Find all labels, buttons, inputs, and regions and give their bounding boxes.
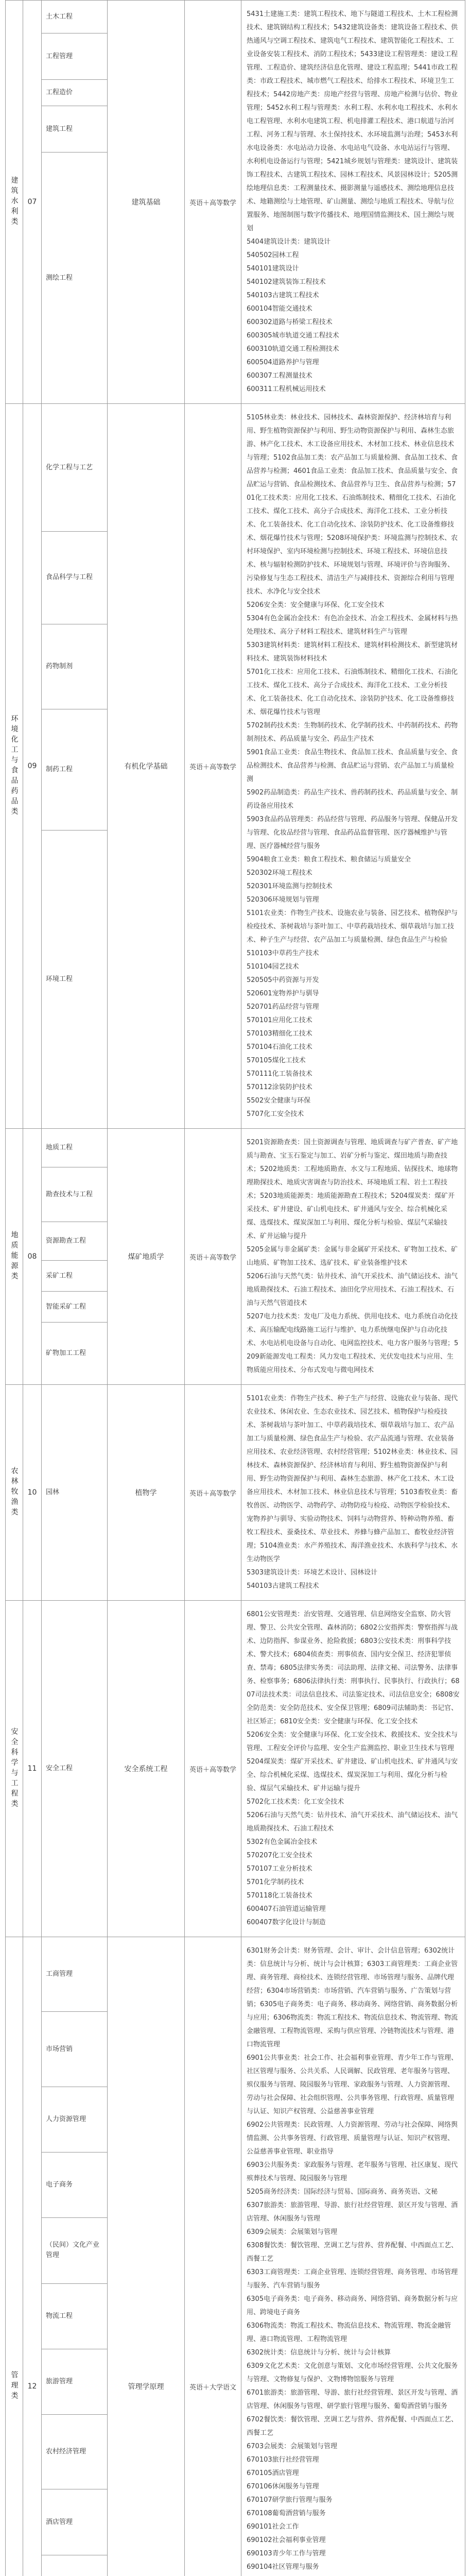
table-row [6, 1, 465, 33]
major-cell: 采矿工程 [42, 1261, 108, 1292]
major-cell: 智能采矿工程 [42, 1292, 108, 1323]
major-cell: 旅游管理 [42, 2349, 108, 2414]
coverage-line: 6901公共事业类：社会工作、社会福利事业管理、青少年工作与管理、社区管理与服务、公共关系、人民调解、民政管理、老年服务与管理、殡仪服务与管理、陵园服务与管理、家政服务与管理、人力资源管理、劳动与社会保障、社会组织管理、公共事务管理、行政管理、质量管理与认证、知识产权管理、公益慈善事业管理 [247, 2054, 458, 2115]
basic-course-cell: 有机化学基础 [108, 404, 185, 1129]
exam-subject-cell: 英语＋高等数学 [185, 404, 241, 1129]
coverage-line: 520505中药资源与开发 [247, 976, 319, 984]
coverage-line: 5904粮食工业类：粮食工程技术、粮食储运与质量安全 [247, 856, 411, 863]
major-cell: 食品科学与工程 [42, 532, 108, 624]
coverage-line: 5707化工安全技术 [247, 1110, 304, 1118]
category-cell: 农林牧渔类 [6, 1385, 23, 1601]
coverage-line: 6303工商管理类：工商企业管理、连锁经营管理、商务管理、市场管理与服务、汽车营销与服务 [247, 2268, 458, 2290]
category-cell: 安全科学与工程类 [6, 1601, 23, 1937]
coverage-line: 520301环境监测与控制技术 [247, 883, 333, 890]
coverage-line: 5431土建施工类：建筑工程技术、地下与隧道工程技术、土木工程检测技术、建筑钢结构工程技术；5432建筑设备类：建筑设备工程技术、供热通风与空调工程技术、建筑电气工程技术、建筑智能化工程技术、工业设备安装工程技术、消防工程技术；5433建设工程管理类：建设工程管理、工程造价、建筑经济信息化管理、建设工程监理；5441市政工程类：市政工程技术、城市燃气工程技术、给排水工程技术、环境卫生工程技术；5442房地产类：房地产经营与管理、房地产检测与估价、物业管理；5452水利工程与管理类：水利工程、水利水电工程技术、水利水电工程管理、水利水电建筑工程、机电排灌工程技术、港口航道与治河工程、河务工程与管理、水土保持技术、水环境监测与治理；5453水利水电设备类：水电站动力设备、水电站电气设备、水电站运行与管理、水利机电设备运行与管理；5421城乡规划与管理类：建筑设计、建筑装饰工程技术、古建筑工程技术、园林工程技术、风景园林设计；5205测绘地理信息类：工程测量技术、摄影测量与遥感技术、测绘地理信息技术、地籍测绘与土地管理、矿山测量、测绘与地质工程技术、导航与位置服务、地图制图与数字传播技术、地理国情监测技术、国土测绘与规划 [247, 10, 458, 232]
category-cell: 管理类 [6, 1937, 23, 2576]
major-cell: 环境工程 [42, 830, 108, 1128]
major-cell: 化学工程与工艺 [42, 404, 108, 532]
exam-subject-cell: 英语＋高等数学 [185, 1129, 241, 1385]
coverage-line: 6306物流类：物流工程技术、物流信息技术、物流管理、物流金融管理、港口物流管理、工程物流管理 [247, 2322, 451, 2343]
major-cell: 工程管理 [42, 33, 108, 80]
coverage-line: 5303建筑设计类：环境艺术设计、园林设计 [247, 1569, 378, 1577]
major-cell: 土木工程 [42, 1, 108, 33]
coverage-line: 570111化工装备技术 [247, 1070, 312, 1078]
exam-subject-cell: 英语＋高等数学 [185, 1385, 241, 1601]
coverage-cell [241, 1937, 465, 2576]
coverage-line: 510104园艺技术 [247, 963, 299, 971]
coverage-line: 5303建筑材料类：建筑材料工程技术、建筑材料检测技术、新型建筑材料技术、建筑装饰材料技术 [247, 641, 458, 663]
coverage-line: 6703会展类：会展策划与管理 [247, 2443, 338, 2450]
basic-course-cell: 植物学 [108, 1385, 185, 1601]
coverage-line: 5206石油与天然气类：钻井技术、油气开采技术、油气储运技术、油气地质勘探技术、石油工程技术、油田化学应用技术、石油工程技术、石油与天然气管道技术 [247, 1273, 458, 1307]
coverage-line: 5207电力技术类：发电厂及电力系统、供用电技术、电力系统自动化技术、高压输配电线路施工运行与维护、电力系统继电保护与自动化技术、水电站机电设备与自动化、电网监控技术、电力客户服务与管理；5209新能源发电工程类：风力发电工程技术、光伏发电技术与应用、生物质能应用技术、分布式发电与微电网技术 [247, 1313, 459, 1374]
coverage-line: 5701化学制药技术 [247, 1878, 304, 1886]
number-cell: 08 [23, 1129, 42, 1385]
exam-subject-cell: 英语＋高等数学 [185, 1601, 241, 1937]
table-row [6, 1129, 465, 1167]
coverage-line: 520601宠物养护与驯导 [247, 990, 319, 997]
coverage-line: 520302环境工程技术 [247, 869, 312, 877]
coverage-line: 690101社会工作 [247, 2523, 299, 2531]
coverage-line: 670108葡萄酒营销与服务 [247, 2510, 326, 2517]
major-cell: 安全工程 [42, 1601, 108, 1937]
major-cell: 勘查技术与工程 [42, 1167, 108, 1222]
coverage-line: 570101应用化工技术 [247, 1016, 312, 1024]
major-cell: 物流工程 [42, 2283, 108, 2349]
major-cell: 资源勘查工程 [42, 1222, 108, 1260]
major-cell: 农村经济管理 [42, 2414, 108, 2489]
coverage-line: 6301财务会计类：财务管理、会计、审计、会计信息管理；6302统计类：信息统计与分析、统计与会计核算；6303工商管理类：工商企业管理、商务管理、商检技术、连锁经营管理、市场管理与服务、品牌代理经营；6304市场营销类：市场营销、汽车营销与服务、广告策划与营销；6305电子商务类：电子商务、移动商务、网络营销、商务数据分析与应用；6306物流类：物流工程技术、物流信息技术、物流管理、物流金融管理、工程物流管理、采购与供应管理、冷链物流技术与管理、港口物流管理 [247, 1947, 458, 2048]
major-cell: 市场营销 [42, 2012, 108, 2087]
number-cell: 09 [23, 404, 42, 1129]
coverage-line: 5302有色金属冶金技术 [247, 1838, 318, 1846]
major-cell: （民间）文化产业管理 [42, 2218, 108, 2283]
major-cell: 建筑工程 [42, 106, 108, 152]
coverage-cell [241, 1385, 465, 1601]
coverage-line: 520306环境规划与管理 [247, 896, 319, 904]
coverage-line: 5201资源勘查类：国土资源调查与管理、地质调查与矿产普查、矿产地质与勘查、宝玉石鉴定与加工、岩矿分析与鉴定、煤田地质与勘查技术；5202地质类：工程地质勘查、水文与工程地质、钻探技术、地球物理勘探技术、地质灾害调查与防治技术、环境地质工程、岩土工程技术；5203地质能源类：地质能源勘查工程技术；5204煤炭类：煤矿开采技术、矿井建设、矿山机电技术、矿井通风与安全、综合机械化采煤、选煤技术、煤炭深加工与利用、煤化分析与检验、煤层气采输技术、矿井运输与提升 [247, 1139, 458, 1240]
major-cell [42, 2555, 108, 2576]
coverage-line: 600311工程机械运用技术 [247, 385, 326, 393]
major-cell: 酒店管理 [42, 2489, 108, 2555]
category-cell: 建筑水利类 [6, 1, 23, 404]
major-cell: 电子商务 [42, 2153, 108, 2218]
coverage-line: 6309文化艺术类：文化创意与策划、文化市场经营管理、公共文化服务与管理、文物修复与保护、文物博物馆服务与管理 [247, 2362, 458, 2383]
exam-subject-cell: 英语＋高等数学 [185, 1, 241, 404]
coverage-line: 690104社区管理与服务 [247, 2563, 319, 2571]
major-cell: 矿物加工工程 [42, 1323, 108, 1385]
coverage-line: 5702制药技术类：生物制药技术、化学制药技术、中药制药技术、药物制剂技术、药品质量与安全、药品生产技术 [247, 722, 458, 743]
number-cell: 11 [23, 1601, 42, 1937]
coverage-line: 5701化工技术：应用化工技术、石油炼制技术、精细化工技术、石油化工技术、煤化工技术、高分子合成技术、海洋化工技术、工业分析技术、化工装备技术、化工自动化技术、涂装防护技术、化工设备维修技术、烟花爆竹技术与管理 [247, 668, 458, 716]
coverage-line: 6307旅游类：旅游管理、导游、旅行社经营管理、景区开发与管理、酒店管理、休闲服务与管理 [247, 2201, 458, 2223]
number-cell: 10 [23, 1385, 42, 1601]
coverage-line: 5205商务经济类：国际经济与贸易、国际商务、商务英语、文秘 [247, 2188, 438, 2196]
coverage-line: 5101农业类：作物生产技术、种子生产与经营、设施农业与装备、现代农业技术、休闲农业、生态农业技术、园艺技术、植物保护与检疫技术、茶树栽培与茶叶加工、中草药栽培技术、烟草栽培与加工、农产品加工与质量检测、绿色食品生产与检验、农产品流通与管理、农业装备应用技术、农业经济管理、农村经营管理；5102林业类：林业技术、园林技术、森林资源保护、经济林培育与利用、野生植物资源保护与利用、野生动物资源保护与利用、森林生态旅游、林产化工技术、木工设备应用技术、木材加工技术、林业信息技术与管理；5103畜牧业类：畜牧兽医、动物医学、动物药学、动物防疫与检疫、动物医学检验技术、宠物养护与驯导、实验动物技术、饲料与动物营养、特种动物养殖、畜牧工程技术、蚕桑技术、草业技术、养蜂与蜂产品加工、畜牧业经济管理；5104渔业类：水产养殖技术、海洋渔业技术、水族科学与技术、水生动物医学 [247, 1395, 458, 1563]
coverage-line: 5206安全类：安全健康与环保、化工安全技术、救援技术、安全技术与管理、工程安全评价与监理、安全生产监测监控、职业卫生技术与管理 [247, 1731, 458, 1752]
table-row [6, 1937, 465, 2012]
coverage-line: 540103古建筑工程技术 [247, 292, 319, 299]
coverage-line: 6308餐饮类：餐饮管理、烹调工艺与营养、营养配餐、中西面点工艺、西餐工艺 [247, 2242, 458, 2263]
coverage-line: 5903食品药品管理类：药品经营与管理、药品服务与管理、保健品开发与管理、化妆品经营与管理、食品药品监督管理、医疗器械维护与管理、医疗器械经营与服务 [247, 816, 458, 850]
coverage-cell [241, 404, 465, 1129]
coverage-line: 670103旅行社经营管理 [247, 2456, 319, 2464]
coverage-line: 5204煤炭类：煤矿开采技术、矿井建设、矿山机电技术、矿井通风与安全、综合机械化采煤、选煤技术、煤炭深加工与利用、煤化分析与检验、煤层气采输技术、矿井运输与提升 [247, 1758, 458, 1792]
coverage-line: 670105酒店管理 [247, 2469, 299, 2477]
major-cell: 工商管理 [42, 1937, 108, 2012]
coverage-line: 6302统计类：信息统计与分析、统计与会计核算 [247, 2349, 391, 2357]
basic-course-cell: 安全系统工程 [108, 1601, 185, 1937]
table-row [6, 1601, 465, 1937]
major-cell: 药物制剂 [42, 624, 108, 709]
major-coverage-table [5, 0, 465, 2576]
coverage-line: 6801公安管理类：治安管理、交通管理、信息网络安全监察、防火管理、警卫、公共安全管理、森林消防；6802公安指挥类：警察指挥与战术、边防指挥、参谋业务、抢险救援；6803公安技术类：刑事科学技术、警犬技术；6804侦查类：刑事侦查、国内安全保卫、经济犯罪侦查、禁毒；6805法律实务类：司法助理、法律文秘、司法警务、法律事务、检察事务；6806法律执行类：刑事执行、民事执行、行政执行；6807司法技术类：司法信息技术、司法鉴定技术、司法信息安全；6808安全防范类：安全防范技术、安全保卫管理；6809司法辅助类：书记官、社区矫正；6810安全类：安全健康与环保、化工安全技术 [247, 1611, 460, 1725]
coverage-cell [241, 1129, 465, 1385]
category-cell: 环境化工与食品药品类 [6, 404, 23, 1129]
coverage-line: 570118化工装备技术 [247, 1892, 312, 1900]
major-cell: 人力资源管理 [42, 2087, 108, 2152]
coverage-line: 5502安全健康与环保 [247, 1097, 311, 1105]
coverage-line: 5702化工技术类：化工安全技术 [247, 1798, 344, 1806]
coverage-line: 540103古建筑工程技术 [247, 1582, 319, 1590]
coverage-line: 690103青少年工作与管理 [247, 2550, 326, 2557]
coverage-line [247, 2574, 460, 2576]
coverage-line: 600305城市轨道交通工程技术 [247, 332, 339, 340]
coverage-line: 600104智能交通技术 [247, 305, 312, 313]
coverage-line: 6903公共服务类：家政服务与管理、老年服务与管理、社区康复、现代殡葬技术与管理、陵园服务与管理 [247, 2161, 458, 2182]
coverage-line: 570104石油化工技术 [247, 1043, 312, 1051]
coverage-line: 540102建筑装饰工程技术 [247, 278, 326, 286]
coverage-line: 6701旅游类：旅游管理、导游、旅行社经营管理、景区开发与管理、酒店管理、休闲服务与管理、研学旅行管理与服务、葡萄酒营销与服务 [247, 2389, 458, 2410]
coverage-line: 670106休闲服务与管理 [247, 2483, 319, 2490]
major-cell: 测绘工程 [42, 152, 108, 404]
coverage-line: 520701药品经营与管理 [247, 1003, 319, 1011]
table-row [6, 1385, 465, 1601]
coverage-line: 5206石油与天然气类：钻井技术、油气开采技术、油气储运技术、油气地质勘探技术、石油工程技术 [247, 1811, 458, 1833]
coverage-line: 5205金属与非金属矿类：金属与非金属矿开采技术、矿物加工技术、矿山地质、矿物加工技术、选矿技术、矿业装备维护技术 [247, 1246, 458, 1267]
coverage-line: 670107研学旅行管理与服务 [247, 2496, 333, 2504]
coverage-line: 5304有色金属冶金技术：有色冶金技术、冶金工程技术、金属材料与热处理技术、高分子材料工程技术、建筑材料生产与管理 [247, 615, 458, 636]
coverage-line: 600407石油管道运输管理 [247, 1905, 326, 1913]
coverage-line: 5901食品工业类：食品生物技术、食品加工技术、食品质量与安全、食品检测技术、食品营养与检测、食品贮运与营销、农产品加工与质量检测 [247, 749, 458, 783]
coverage-line: 570103精细化工技术 [247, 1030, 312, 1038]
basic-course-cell: 管理学原理 [108, 1937, 185, 2576]
coverage-line: 6702餐饮类：餐饮管理、烹调工艺与营养、营养配餐、中西面点工艺、西餐工艺 [247, 2416, 458, 2437]
number-cell: 12 [23, 1937, 42, 2576]
coverage-line: 6902公共管理类：民政管理、人力资源管理、劳动与社会保障、网络舆情监测、公共事务管理、行政管理、质量管理与认证、知识产权管理、公益慈善事业管理、职业指导 [247, 2121, 458, 2156]
coverage-cell [241, 1601, 465, 1937]
major-cell: 地质工程 [42, 1129, 108, 1167]
coverage-line: 540502园林工程 [247, 251, 299, 259]
coverage-line: 600310轨道交通工程检测技术 [247, 345, 339, 353]
basic-course-cell: 煤矿地质学 [108, 1129, 185, 1385]
category-cell: 地质能源类 [6, 1129, 23, 1385]
coverage-line: 5206安全类：安全健康与环保、化工安全技术 [247, 601, 385, 609]
major-cell: 制药工程 [42, 709, 108, 831]
coverage-line: 600302道路与桥梁工程技术 [247, 318, 333, 326]
coverage-line: 6309会展类：会展策划与管理 [247, 2228, 338, 2236]
coverage-line: 570112涂装防护技术 [247, 1083, 312, 1091]
coverage-line: 570107工业分析技术 [247, 1865, 312, 1873]
coverage-line: 5105林业类：林业技术、园林技术、森林资源保护、经济林培育与利用、野生植物资源保护与利用、野生动物资源保护与利用、森林生态旅游、林产化工技术、木工设备应用技术、木材加工技术、林业信息技术与管理；5102食品加工类：农产品加工与质量检测、食品加工技术、食品营养与检测；4601食品工业类：食品加工技术、食品质量与安全、食品贮运与营销、食品检测技术、食品营养与卫生、食品营养与检测；5701化工技术类：应用化工技术、石油炼制技术、精细化工技术、石油化工技术、煤化工技术、高分子合成技术、海洋化工技术、工业分析技术、化工装备技术、化工自动化技术、涂装防护技术、化工设备维修技术、烟花爆竹技术与管理；5208环境保护类：环境监测与控制技术、农村环境保护、室内环境检测与控制技术、环境工程技术、环境信息技术、核与辐射检测防护技术、环境规划与管理、环境评价与咨询服务、污染修复与生态工程技术、清洁生产与减排技术、资源综合利用与管理技术、水净化与安全技术 [247, 414, 458, 596]
coverage-line: 600407数字化设计与制造 [247, 1919, 326, 1926]
coverage-line: 600504道路养护与管理 [247, 359, 319, 366]
number-cell: 07 [23, 1, 42, 404]
coverage-line: 5101农业类：作物生产技术、设施农业与装备、园艺技术、植物保护与检疫技术、茶树栽培与茶叶加工、中草药栽培技术、烟草栽培与加工技术、种子生产与经营、农产品加工与质量检测、绿色食品生产与检验 [247, 909, 458, 944]
basic-course-cell: 建筑基础 [108, 1, 185, 404]
coverage-line: 540101建筑设计 [247, 265, 299, 273]
coverage-line: 6305电子商务类：电子商务、移动商务、网络营销、商务数据分析与应用、跨境电子商务 [247, 2295, 458, 2316]
major-cell: 工程造价 [42, 80, 108, 106]
coverage-line: 690102社会福利事业管理 [247, 2536, 326, 2544]
coverage-line: 510103中草药生产技术 [247, 950, 319, 957]
coverage-line: 5404建筑设计类：建筑设计 [247, 238, 331, 246]
table-row [6, 404, 465, 532]
coverage-line: 570105煤化工技术 [247, 1057, 306, 1064]
coverage-cell [241, 1, 465, 404]
exam-subject-cell: 英语＋大学语文 [185, 1937, 241, 2576]
coverage-line: 570207化工安全技术 [247, 1852, 312, 1859]
coverage-line: 5902药品制造类：药品生产技术、兽药制药技术、药品质量与安全、制药设备应用技术 [247, 789, 458, 810]
coverage-line: 600307工程测量技术 [247, 372, 312, 380]
major-cell: 园林 [42, 1385, 108, 1601]
